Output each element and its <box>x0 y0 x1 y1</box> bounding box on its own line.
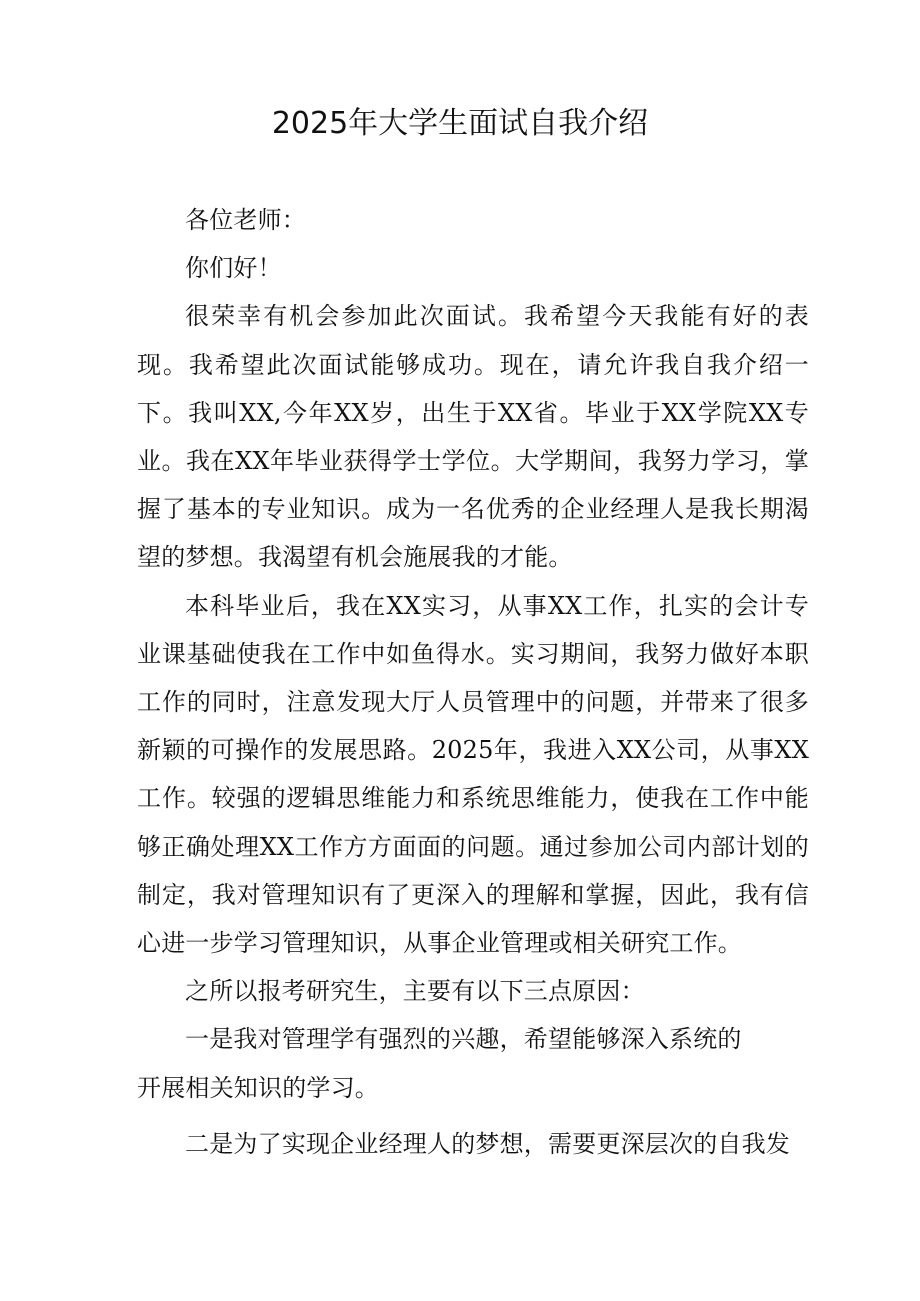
document-title: 2025年大学生面试自我介绍 <box>271 106 649 141</box>
paragraph-work-experience: 本科毕业后，我在XX实习，从事XX工作，扎实的会计专业课基础使我在工作中如鱼得水。实习期间，我努力做好本职工作的同时，注意发现大厅人员管理中的问题，并带来了很多新颖的可操作的发展思路。2025年，我进入XX公司，从事XX工作。较强的逻辑思维能力和系统思维能力，使我在工作中能够正确处理XX工作方方面面的问题。通过参加公司内部计划的制定，我对管理知识有了更深入的理解和掌握，因此，我有信心进一步学习管理知识，从事企业管理或相关研究工作。 <box>137 591 809 958</box>
paragraph-introduction: 很荣幸有机会参加此次面试。我希望今天我能有好的表现。我希望此次面试能够成功。现在，请允许我自我介绍一下。我叫XX,今年XX岁，出生于XX省。毕业于XX学院XX专业。我在XX年毕业获得学士学位。大学期间，我努力学习，掌握了基本的专业知识。成为一名优秀的企业经理人是我长期渴望的梦想。我渴望有机会施展我的才能。 <box>137 302 809 572</box>
paragraph-reason-two: 二是为了实现企业经理人的梦想，需要更深层次的自我发 <box>185 1129 790 1158</box>
paragraph-reason-one-continued: 开展相关知识的学习。 <box>137 1073 379 1102</box>
paragraph-reason-one: 一是我对管理学有强烈的兴趣，希望能够深入系统的 <box>185 1025 742 1054</box>
paragraph-greeting: 你们好！ <box>185 254 282 283</box>
paragraph-salutation: 各位老师： <box>185 206 306 234</box>
paragraph-reasons-intro: 之所以报考研究生，主要有以下三点原因： <box>185 977 645 1006</box>
document-body <box>137 196 809 1168</box>
